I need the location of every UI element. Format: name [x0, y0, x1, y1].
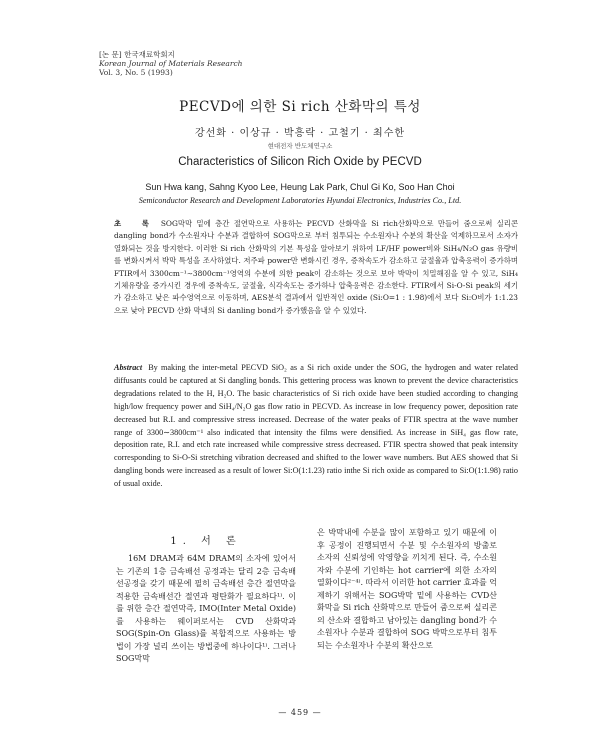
paper-title-korean: PECVD에 의한 Si rich 산화막의 특성 [179, 99, 421, 115]
affiliation-korean: 현대전자 반도체연구소 [267, 142, 333, 150]
abstract-korean-label: 초 록 [114, 219, 157, 228]
abstract-english [114, 362, 518, 491]
page-number: — 459 — [278, 708, 322, 717]
abstract-korean-text: SOG막막 밑에 층간 절연막으로 사용하는 PECVD 산화막을 Si rich산화막으로 만들어 줌으로써 실리콘 dangling bond가 수소원자나 수분과 결합하여 SOG막으로 부터 침투되는 수소원자나 수분의 확산을 억제하므로서 소자가 열화되는 것을 방지한다. 이러한 Si rich 산화막의 기본 특성을 알아보기 위하여 LF/HF power비와 SiH₄/N₂O gas 유량비를 변화시켜서 박막 특성을 조사하였다. 저주파 power만 변화시킨 경우, 증착속도가 감소하고 굴절율과 압축응력이 증가하며 FTIR에서 3300cm⁻¹∼3800cm⁻¹영역의 수분에 의한 peak이 감소하는 것으로 보아 박막이 치밀해짐을 알 수 있고, SiH₄ 기체유량을 증가시킨 경우에 증착속도, 굴절율, 식각속도는 증가하나 압축응력은 감소한다. FTIR에서 Si-O-Si peak의 세기가 감소하고 낮은 파수영역으로 이동하며, AES분석 결과에서 일반적인 oxide (Si:O=1 : 1.98)에서 보다 Si:O비가 1:1.23으로 낮아 PECVD 산화 막내의 Si danling bond가 증가했음을 알 수 있었다. [114, 219, 518, 315]
journal-header-line2: Korean Journal of Materials Research [99, 59, 243, 69]
authors-korean: 강선화 · 이상규 · 박흥락 · 고철기 · 최수한 [194, 128, 406, 139]
affiliation-english: Semiconductor Research and Development Laboratories Hyundai Electronics, Industries Co., Ltd. [138, 196, 462, 205]
section-heading-introduction: 1. 서 론 [170, 536, 242, 547]
journal-header [99, 50, 242, 78]
journal-header-line1: [논 문] 한국재료학회지 [99, 50, 175, 59]
abstract-english-label: Abstract [114, 363, 143, 372]
journal-header-line3: Vol. 3, No. 5 (1993) [99, 68, 173, 78]
body-column-right: 은 박막내에 수분을 많이 포함하고 있기 때문에 이후 공정이 진행되면서 수분 및 수소원자의 방출로 소자의 신뢰성에 악영향을 끼치게 된다. 즉, 수소원자와 수분에 기인하는 hot carrier에 의한 소자의 열화이다²⁻⁴⁾. 따라서 이러한 hot carrier 효과를 억제하기 위해서는 SOG박막 밑에 사용하는 CVD산화막을 Si rich 산화막으로 만들어 줌으로써 실리콘의 산소와 결합하고 남아있는 dangling bond가 수소원자나 수분과 결합하여 SOG 박막으로부터 침투되는 수소원자나 수분의 확산으로 [317, 528, 497, 650]
body-column-left: 16M DRAM과 64M DRAM의 소자에 있어서는 기존의 1층 금속배선 공정과는 달리 2층 금속배선공정을 갖기 때문에 필히 금속배선 층간 절연막을 적용한 금속배선간 절연과 평탄화가 필요하다¹⁾. 이를 위한 층간 절연막즉, IMO(Inter Metal Oxide)를 사용하는 웨이퍼로서는 CVD 산화막과 SOG(Spin-On Glass)를 복합적으로 사용하는 방법이 가장 널리 쓰이는 방법중에 하나이다¹⁾. 그러나 SOG막막 [116, 554, 296, 663]
paper-title-english: Characteristics of Silicon Rich Oxide by PECVD [178, 156, 422, 168]
abstract-english-text: By making the inter-metal PECVD SiO₂ as a Si rich oxide under the SOG, the hydrogen and water related diffusants could be captured at Si dangling bonds. This gettering process was known to prevent the device characteristics degradations related to the H, H₂O. The basic characteristics of Si rich oxide have been studied according to changing high/low frequency power and SiH₄/N₂O gas flow ratio in PECVD. As increase in low frequency power, deposition rate decreased but R.I. and compressive stress increased. Decrease of the water peaks of FTIR spectra at the wave number range of 3300∼3800cm⁻¹ also indicated that intensity the films were densified. As increase in SiH₄ gas flow rate, deposition rate, R.I. and etch rate increased while compressive stress decreased. FTIR spectra showed that peak intensity corresponding to Si-O-Si stretching vibration decreased and shifted to the lower wave numbers. But AES showed that Si dangling bonds were increased as a result of lower Si:O(1:1.23) ratio inthe Si rich oxide as compared to Si:O(1:1.98) ratio of usual oxide. [114, 363, 518, 489]
abstract-korean [114, 218, 518, 317]
authors-english: Sun Hwa kang, Sahng Kyoo Lee, Heung Lak Park, Chul Gi Ko, Soo Han Choi [145, 182, 455, 192]
